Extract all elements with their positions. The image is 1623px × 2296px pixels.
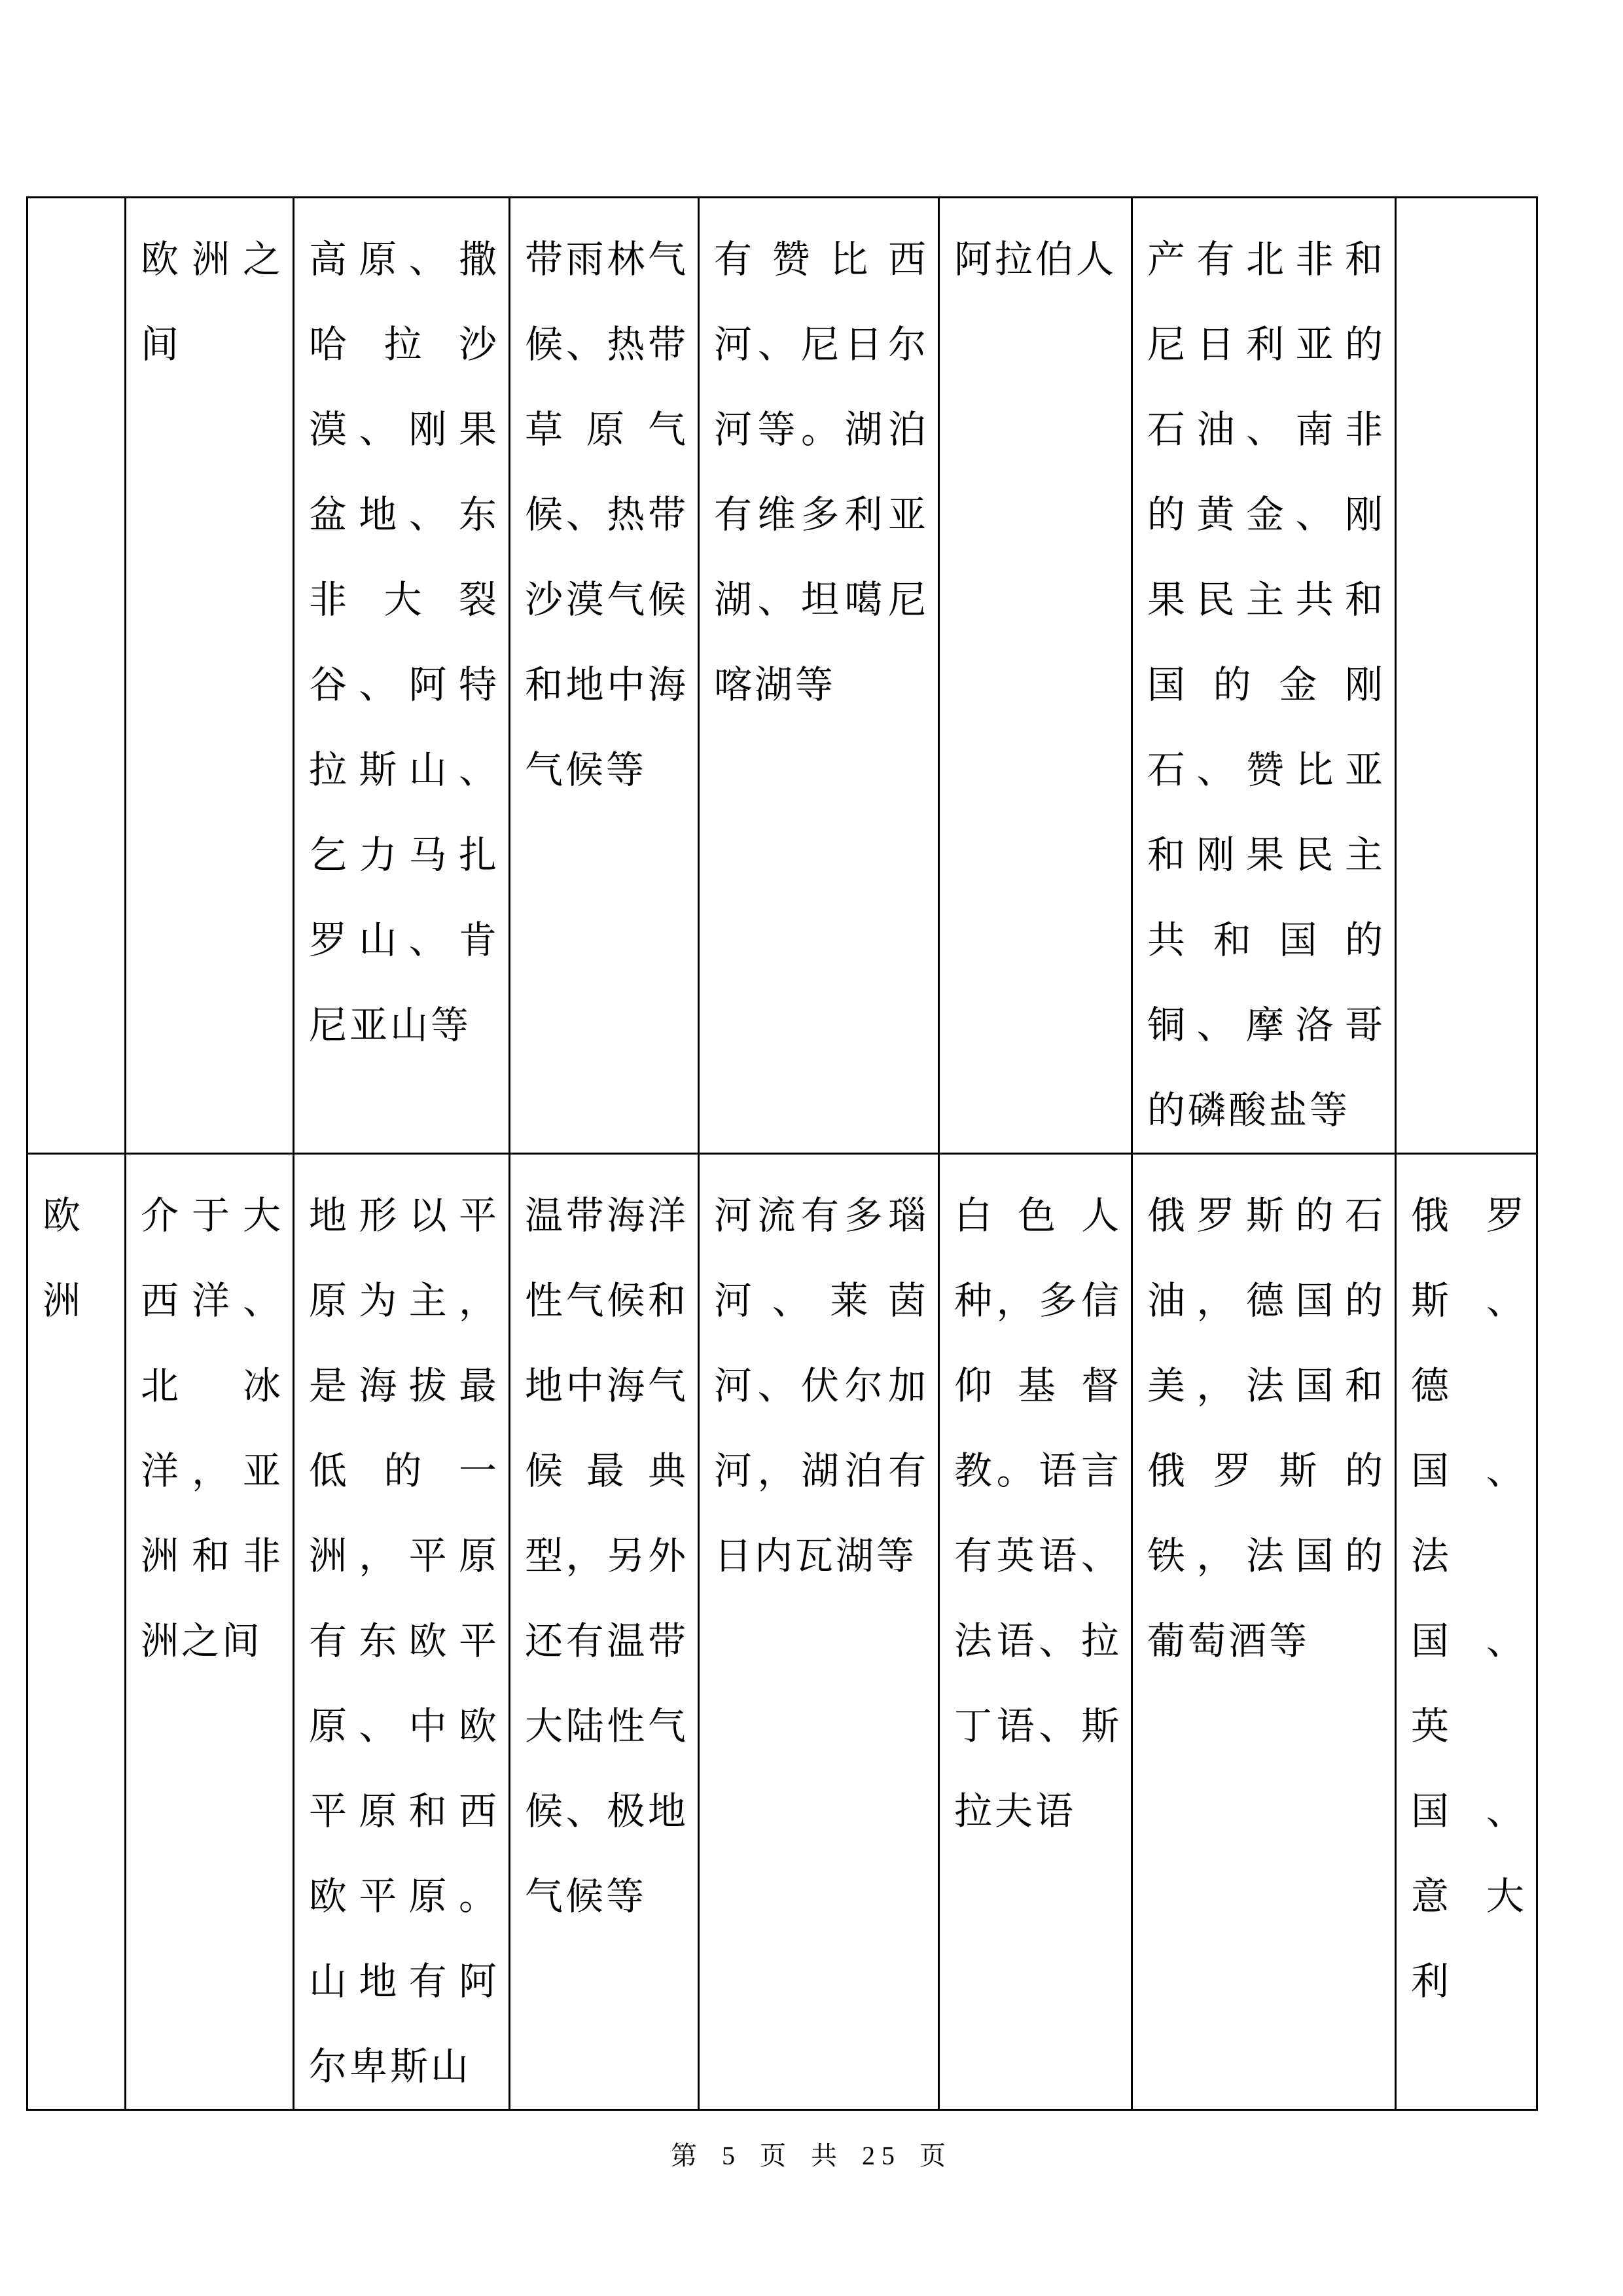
cell-people: 阿拉伯人	[939, 198, 1132, 1154]
geography-table	[26, 196, 1538, 2111]
cell-products: 俄罗斯的石油，德国的美，法国和俄罗斯的铁，法国的葡萄酒等	[1132, 1154, 1396, 2110]
cell-products: 产有北非和尼日利亚的石油、南非的黄金、刚果民主共和国的金刚石、赞比亚和刚果民主共和国的铜、摩洛哥的磷酸盐等	[1132, 198, 1396, 1154]
cell-countries: 俄罗斯、德国、法国、英国、意大利	[1396, 1154, 1537, 2110]
cell-climate: 温带海洋性气候和地中海气候最典型，另外还有温带大陆性气候、极地气候等	[510, 1154, 699, 2110]
cell-rivers-lakes: 河流有多瑙河、莱茵河、伏尔加河，湖泊有日内瓦湖等	[699, 1154, 939, 2110]
cell-continent: 欧洲	[27, 1154, 126, 2110]
cell-terrain: 高原、撒哈拉沙漠、刚果盆地、东非大裂谷、阿特拉斯山、乞力马扎罗山、肯尼亚山等	[294, 198, 510, 1154]
table-row	[27, 198, 1537, 1154]
cell-continent	[27, 198, 126, 1154]
cell-climate: 带雨林气候、热带草原气候、热带沙漠气候和地中海气候等	[510, 198, 699, 1154]
table-row	[27, 1154, 1537, 2110]
cell-location: 介于大西洋、北冰洋，亚洲和非洲之间	[126, 1154, 294, 2110]
cell-countries	[1396, 198, 1537, 1154]
cell-people: 白色人种，多信仰基督教。语言有英语、法语、拉丁语、斯拉夫语	[939, 1154, 1132, 2110]
page-number-footer: 第 5 页 共 25 页	[671, 2141, 952, 2170]
cell-terrain: 地形以平原为主，是海拔最低的一洲，平原有东欧平原、中欧平原和西欧平原。山地有阿尔卑斯山	[294, 1154, 510, 2110]
cell-location: 欧洲之间	[126, 198, 294, 1154]
cell-rivers-lakes: 有赞比西河、尼日尔河等。湖泊有维多利亚湖、坦噶尼喀湖等	[699, 198, 939, 1154]
